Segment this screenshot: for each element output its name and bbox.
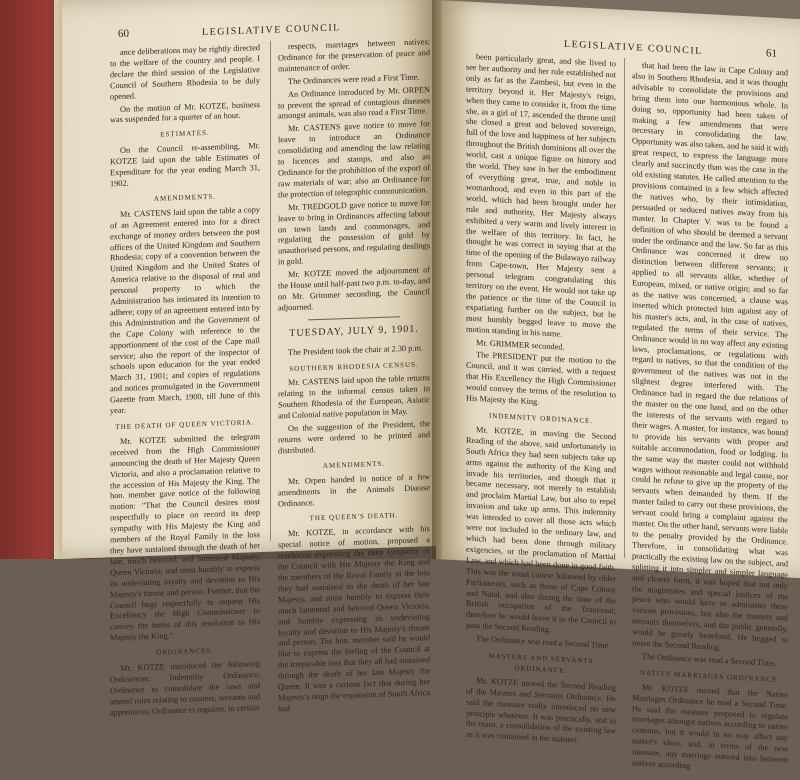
paragraph: An Ordinance introduced by Mr. ORPEN to prevent the spread of contagious diseases amongst animals, was also read a First Time. xyxy=(278,84,430,121)
page-number: 61 xyxy=(766,47,777,60)
paragraph: Mr. KOTZE moved the adjournment of the House until half-past two p.m. to-day, and on Mr. Grimmer seconding, the Council adjourned. xyxy=(278,265,431,313)
running-head: LEGISLATIVE COUNCIL xyxy=(202,22,341,39)
paragraph: Mr. GRIMMER seconded. xyxy=(476,337,565,352)
paragraph: Mr. KOTZE submitted the telegram received from the High Commissioner announcing the death of Her Majesty Queen Victoria, and also a proclamation relative to the accession of His Majesty the King. The hon. member gave notice of the following motion: "That the Council desires most respectfully to place on record its deep sympathy with His Majesty the King and members of the Royal Family in the loss they have sustained through the death of her late, much beloved, and lamented Majesty, Queen Victoria; and most humbly to express its undeviating loyalty and devotion to His Majesty's throne and person. Further, that the Council begs respectfully to request His Excellency the High Commissioner to convey the terms of this resolution to His Majesty the King." xyxy=(110,431,261,643)
paragraph: been particularly great, and she lived to see her authority and her rule established not only as far as the Zambesi, but even in the territory beyond it. Her Majesty's reign, when they came to consider it, from the time she, as a girl of 17, ascended the throne until she closed a great and beloved sovereign, full of the love and happiness of her subjects throughout the British dominions all over the world, cast a unique figure on history and the world. They saw in her the embodiment of everything great, true, and noble in womanhood, and even in this part of the world, which had been brought under her rule and authority, Her Majesty always exhibited a very warm and lively interest in the welfare of this territory. In fact, he thought he was correct in saying that at the time of the opening of the Bulawayo railway from Cape-town, Her Majesty sent a personal telegram congratulating this territory on the event. He would not take up the patience or the time of the Council in expatiating further on the subject, but he most humbly begged leave to move the motion standing in his name. xyxy=(466,52,616,339)
section-heading: INDEMNITY ORDINANCE. xyxy=(488,411,594,426)
paragraph: respects, marriages between natives; Ordinance for the preservation of peace and maintenance of order. xyxy=(278,37,430,74)
paragraph: Mr. CASTENS gave notice to move for leave to introduce an Ordinance consolidating and amending the law relating to licences and stamps, and also an Ordinance for the prohibition of the export of raw materials of war; also an Ordinance for the protection of telegraphic communication. xyxy=(278,119,430,200)
paragraph: Mr. Orpen handed in notice of a few amendments in the Animals Disease Ordinance. xyxy=(278,471,430,508)
paragraph: Mr. KOTZE introduced the following Ordinances: Indemnity Ordinance; Ordinance to consolidate the laws and amend rules relating to masters, servants and apprentices; Ordinance to regulate, in certain xyxy=(110,659,260,717)
paragraph: Mr. CASTENS laid upon the table a copy of an Agreement entered into for a direct exchange of money orders between the post offices of the United Kingdom and Southern Rhodesia; copy of a convention between the United Kingdom and the United States of America relative to the disposal of real and personal property to which the Administration has intimated its intention to adhere; copy of an agreement entered into by this Administration and the Government of the Cape Colony with reference to the apportionment of the cost of the Cape mail service; also the report of the inspector of schools upon education for the year ended March 31, 1901; and copies of regulations and notices promulgated in the Government Gazette from March, 1900, till June of this year. xyxy=(110,204,260,416)
paragraph: Mr. CASTENS laid upon the table returns relating to the informal census taken in Southern Rhodesia of the European, Asiatic and Colonial native population in May. xyxy=(278,373,430,421)
section-heading: THE DEATH OF QUEEN VICTORIA. xyxy=(115,418,255,432)
text-column-left-1 xyxy=(110,43,260,721)
book-gutter xyxy=(432,0,442,559)
paragraph: that had been the law in Cape Colony and also in Southern Rhodesia, and it was thought advisable to consolidate the provisions and bring them into one harmonious whole. In doing so, opportunity had been taken of making a few amendments that were necessary in consolidating the law. Opportunity was also taken, and he said it with great respect, to express the language more clearly and succinctly than was the case in the old existing statutes. He called attention to the provisions contained in a few which affected the natives who, by their intimidation, persuaded or seduced natives away from his master. In Chapter V. was to be found a definition of who should be deemed a servant under the ordinance and the law. So far as this Ordinance was concerned it drew no distinction between different servants; it applied to all servants alike, whether of European, mixed, or native origin; and so far as the native was concerned, a clause was inserted which protected him against any of his master's acts, and, in the case of natives, regulated the terms of their service. The Ordinance would in no way affect any existing laws, proclamations, or regulations with regard to natives, so that the condition of the government of the natives was not in the slightest degree interfered with. The Ordinance had in regard the due relations of the master on the one hand, and on the other the interests of the servants with regard to their wages. A master, for instance, was bound to provide his servants with proper and suitable accommodation, food or lodging. In the same way the master could not withhold wages without reasonable and legal cause, nor could he refuse to give up the property of the servants when demanded by them. If the master failed to carry out these provisions, the servant could bring a complaint against the master. On the other hand, servants were liable to the penalty provided by the Ordinance. Therefore, in consolidating what was practically the existing law on the subject, and splitting it into simpler and simpler language and clearer form, it was hoped that not only the magistrates and special justices of the peace who would have to administer these various provisions, but also the masters and servants themselves, and the public generally, would be greatly benefited. He begged to move the Second Reading. xyxy=(632,60,789,652)
section-heading: AMENDMENTS. xyxy=(322,459,386,470)
paragraph: Mr. KOTZE moved that the Native Marriages Ordinance be read a Second Time. He said the measure proposed to regulate marriages amongst natives according to native customs, but it would in no way affect any native's ideas; and, in terms of the new measure, any marriage entered into between natives according xyxy=(632,682,788,771)
paragraph: The Ordinance was read a Second Time. xyxy=(642,651,777,668)
column-divider xyxy=(624,58,625,558)
paragraph: Mr. TREDGOLD gave notice to move for leave to bring in Ordinances affecting labour on town lands and commonages, and regulating the possession of gold by unauthorised persons, and regulating dealings in gold. xyxy=(278,197,430,267)
text-column-left-2 xyxy=(278,37,430,717)
section-heading: ORDINANCES. xyxy=(156,646,214,657)
text-column-right-1 xyxy=(466,52,616,751)
paragraph: ance deliberations may be rightly directed to the welfare of the country and people. I declare the third session of the Legislative Council of Southern Rhodesia to be duly opened. xyxy=(110,43,260,101)
section-heading: THE QUEEN'S DEATH. xyxy=(309,511,399,523)
section-heading: MASTERS AND SERVANTS ORDINANCE. xyxy=(488,651,594,675)
paragraph: Mr. KOTZE, in accordance with his special notice of motion, proposed a resolution expressing the deep sympathy of the Council with His Majesty the King and the members of the Royal Family in the loss they had sustained in the death of her late Majesty, and most humbly to express their much lamented and beloved Queen Victoria, and humbly expressing its undeviating loyalty and devotion to His Majesty's throne and person. The hon. member said he would like to express the feeling of the Council at the irreparable loss that they all had sustained through the death of her late Majesty the Queen. It was a curious fact that during her Majesty's reign the expansion of South Africa had xyxy=(278,524,430,714)
column-divider xyxy=(270,41,271,541)
section-heading: SOUTHERN RHODESIA CENSUS. xyxy=(289,360,419,373)
sitting-date: TUESDAY, JULY 9, 1901. xyxy=(289,323,419,339)
paragraph: Mr. KOTZE moved the Second Reading of the Masters and Servants Ordinance. He said the measure really introduced no new principle whatever. It was practically, and in the main, a consolidation of the existing law as it was contained in the statutes xyxy=(466,675,616,745)
paragraph: The Ordinance was read a Second Time. xyxy=(476,634,611,651)
text-column-right-2 xyxy=(632,60,788,779)
paragraph: The Ordinances were read a First Time. xyxy=(288,72,420,86)
section-heading: AMENDMENTS. xyxy=(153,192,217,203)
paragraph: On the motion of Mr. KOTZE, business was suspended for a quarter of an hour. xyxy=(110,99,260,125)
page-number: 60 xyxy=(118,27,129,41)
paragraph: On the Council re-assembling, Mr. KOTZE laid upon the table Estimates of Expenditure for the year ending March 31, 1902. xyxy=(110,141,260,189)
section-heading: ESTIMATES. xyxy=(160,129,210,139)
left-page xyxy=(62,0,438,717)
paragraph: The President took the chair at 2.30 p.m. xyxy=(288,343,424,357)
section-rule xyxy=(308,316,400,320)
paragraph: The PRESIDENT put the motion to the Council, and it was carried, with a request that His Excellency the High Commissioner would convey the terms of the resolution to His Majesty the King. xyxy=(466,350,616,407)
right-page xyxy=(436,0,800,771)
paragraph: Mr. KOTZE, in moving the Second Reading of the above, said unfortunately in South Africa they had seen subjects take up arms against the authority of the King and invade his territories, and though that it became necessary, not merely to establish and proclaim Martial Law, but also to repel invasion and take up arms. This indemnity was intended to cover all those acts which were not included in the ordinary law, and which had been done through military exigencies, or the proclamation of Martial Law, and which had been done in good faith. This was the usual course followed by older Parliaments, such as those of Cape Colony and Natal, and also during the time of the British occupation of the Transvaal; therefore he would leave it to the Council to pass the Second Reading. xyxy=(466,425,616,635)
section-heading: NATIVE MARRIAGES ORDINANCE. xyxy=(640,668,780,684)
paragraph: On the suggestion of the President, the returns were ordered to be printed and distributed. xyxy=(278,419,430,456)
running-head: LEGISLATIVE COUNCIL xyxy=(564,38,703,57)
